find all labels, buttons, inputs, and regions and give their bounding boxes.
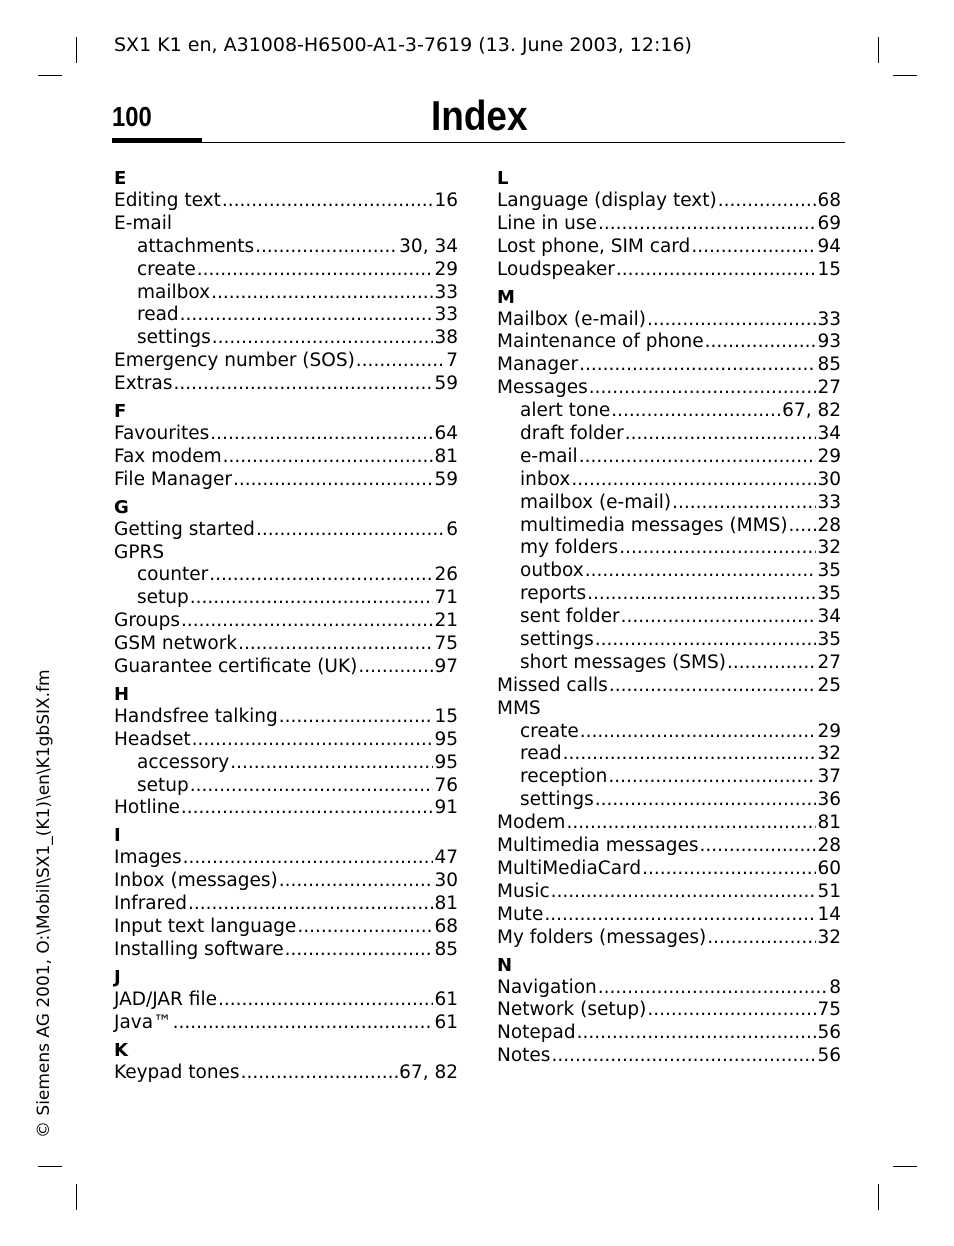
index-term: Headset bbox=[114, 728, 191, 750]
header-rule bbox=[112, 142, 845, 143]
index-term: Modem bbox=[497, 812, 566, 834]
index-page-ref: 69 bbox=[817, 212, 841, 234]
index-entry bbox=[497, 904, 841, 927]
index-letter-heading: E bbox=[114, 168, 127, 189]
index-entry bbox=[114, 797, 458, 820]
index-subentry bbox=[114, 587, 458, 610]
index-term: accessory bbox=[137, 751, 230, 773]
index-entry bbox=[497, 999, 841, 1022]
index-term: create bbox=[137, 258, 196, 280]
dot-leader bbox=[551, 1045, 816, 1068]
index-subentry bbox=[114, 752, 458, 775]
dot-leader bbox=[727, 652, 816, 675]
index-term: E-mail bbox=[114, 212, 173, 234]
index-subentry bbox=[497, 721, 841, 744]
index-page-ref: 16 bbox=[434, 190, 458, 211]
dot-leader bbox=[297, 916, 433, 939]
index-page-ref: 34 bbox=[817, 606, 841, 628]
dot-leader bbox=[700, 835, 817, 858]
dot-leader bbox=[789, 515, 817, 538]
document-header: SX1 K1 en, A31008-H6500-A1-3-7619 (13. June 2003, 12:16) bbox=[114, 34, 692, 56]
index-subentry bbox=[497, 515, 841, 538]
index-entry bbox=[114, 847, 458, 870]
index-term: Lost phone, SIM card bbox=[497, 235, 691, 257]
index-entry bbox=[114, 610, 458, 633]
crop-mark bbox=[38, 1166, 62, 1167]
dot-leader bbox=[358, 656, 433, 679]
dot-leader bbox=[598, 213, 817, 236]
index-letter-heading: L bbox=[497, 168, 509, 189]
dot-leader bbox=[672, 492, 816, 515]
page-number: 100 bbox=[112, 101, 152, 132]
index-entry bbox=[497, 812, 841, 835]
index-subentry bbox=[114, 259, 458, 282]
dot-leader bbox=[223, 446, 434, 469]
index-letter-heading: K bbox=[114, 1039, 128, 1061]
index-page-ref: 91 bbox=[434, 797, 458, 819]
index-term: Guarantee certificate (UK) bbox=[114, 656, 358, 678]
index-entry bbox=[497, 675, 841, 698]
index-entry bbox=[497, 236, 841, 259]
index-term: mailbox (e-mail) bbox=[520, 491, 672, 513]
index-term: sent folder bbox=[520, 606, 620, 628]
index-subentry bbox=[497, 537, 841, 560]
index-letter-heading: J bbox=[114, 966, 121, 988]
index-term: Images bbox=[114, 847, 182, 869]
index-subentry bbox=[497, 423, 841, 446]
index-page-ref: 68 bbox=[817, 190, 841, 211]
index-subentry bbox=[497, 492, 841, 515]
dot-leader bbox=[241, 1062, 399, 1085]
index-term: Messages bbox=[497, 377, 588, 399]
index-page-ref: 67, 82 bbox=[782, 400, 841, 422]
index-term: Input text language bbox=[114, 916, 297, 938]
index-letter-heading: H bbox=[114, 683, 130, 705]
index-page-ref: 33 bbox=[434, 281, 458, 303]
index-page-ref: 60 bbox=[817, 857, 841, 879]
dot-leader bbox=[579, 354, 816, 377]
dot-leader bbox=[580, 721, 817, 744]
dot-leader bbox=[589, 377, 817, 400]
index-term: MMS bbox=[497, 697, 541, 719]
index-letter-heading: N bbox=[497, 954, 513, 976]
index-page-ref: 34 bbox=[817, 423, 841, 445]
index-term: GSM network bbox=[114, 633, 238, 655]
dot-leader bbox=[192, 729, 434, 752]
index-page-ref: 25 bbox=[817, 674, 841, 696]
index-term: setup bbox=[137, 774, 189, 796]
index-term: settings bbox=[137, 327, 211, 349]
index-entry bbox=[497, 259, 841, 282]
index-page-ref: 29 bbox=[434, 258, 458, 280]
index-entry bbox=[497, 331, 841, 354]
index-term: reports bbox=[520, 583, 587, 605]
index-subentry bbox=[114, 282, 458, 305]
index-entry bbox=[114, 1062, 458, 1085]
index-term: Language (display text) bbox=[497, 190, 717, 211]
crop-mark bbox=[893, 75, 917, 76]
index-page-ref: 35 bbox=[817, 560, 841, 582]
index-term: Network (setup) bbox=[497, 999, 647, 1021]
dot-leader bbox=[691, 236, 816, 259]
index-term: create bbox=[520, 720, 579, 742]
index-term: Inbox (messages) bbox=[114, 870, 278, 892]
index-page-ref: 97 bbox=[434, 656, 458, 678]
dot-leader bbox=[625, 423, 817, 446]
index-entry bbox=[114, 469, 458, 492]
index-page-ref: 26 bbox=[434, 564, 458, 586]
dot-leader bbox=[173, 373, 433, 396]
crop-mark bbox=[878, 1184, 879, 1210]
dot-leader bbox=[181, 610, 433, 633]
index-page-ref: 61 bbox=[434, 988, 458, 1010]
dot-leader bbox=[279, 706, 434, 729]
index-page-ref: 28 bbox=[817, 514, 841, 536]
index-term: Editing text bbox=[114, 190, 221, 211]
index-entry bbox=[114, 1012, 458, 1035]
dot-leader bbox=[188, 893, 433, 916]
index-term: My folders (messages) bbox=[497, 926, 707, 948]
index-entry bbox=[114, 423, 458, 446]
dot-leader bbox=[647, 999, 816, 1022]
dot-leader bbox=[598, 977, 828, 1000]
index-term: Music bbox=[497, 880, 550, 902]
index-page-ref: 81 bbox=[817, 812, 841, 834]
index-subentry bbox=[497, 583, 841, 606]
index-term: Line in use bbox=[497, 212, 597, 234]
dot-leader bbox=[621, 606, 817, 629]
index-term: alert tone bbox=[520, 400, 611, 422]
dot-leader bbox=[181, 797, 434, 820]
index-term: File Manager bbox=[114, 468, 232, 490]
dot-leader bbox=[587, 583, 816, 606]
index-term: Hotline bbox=[114, 797, 180, 819]
index-page-ref: 93 bbox=[817, 331, 841, 353]
index-page-ref: 21 bbox=[434, 610, 458, 632]
index-term: Mailbox (e-mail) bbox=[497, 308, 647, 330]
index-term: MultiMediaCard bbox=[497, 857, 642, 879]
dot-leader bbox=[566, 812, 816, 835]
index-entry bbox=[114, 870, 458, 893]
index-term: settings bbox=[520, 789, 594, 811]
dot-leader bbox=[230, 752, 433, 775]
index-term: Manager bbox=[497, 354, 579, 376]
index-column-left bbox=[114, 167, 458, 1085]
dot-leader bbox=[611, 400, 781, 423]
dot-leader bbox=[173, 1012, 434, 1035]
dot-leader bbox=[563, 743, 817, 766]
dot-leader bbox=[212, 327, 434, 350]
crop-mark bbox=[38, 75, 62, 76]
crop-mark bbox=[893, 1166, 917, 1167]
index-term: Notes bbox=[497, 1045, 551, 1067]
index-entry bbox=[497, 698, 841, 721]
index-entry bbox=[114, 350, 458, 373]
index-subentry bbox=[497, 469, 841, 492]
index-term: settings bbox=[520, 629, 594, 651]
index-entry bbox=[114, 656, 458, 679]
index-subentry bbox=[114, 236, 458, 259]
dot-leader bbox=[571, 469, 816, 492]
dot-leader bbox=[544, 904, 816, 927]
crop-mark bbox=[76, 1184, 77, 1210]
index-entry bbox=[497, 977, 841, 1000]
index-term: attachments bbox=[137, 235, 255, 257]
index-entry bbox=[114, 373, 458, 396]
index-term: short messages (SMS) bbox=[520, 651, 726, 673]
index-term: Infrared bbox=[114, 893, 187, 915]
dot-leader bbox=[642, 858, 816, 881]
index-entry bbox=[497, 1022, 841, 1045]
index-entry bbox=[497, 1045, 841, 1068]
index-term: setup bbox=[137, 587, 189, 609]
dot-leader bbox=[595, 789, 817, 812]
index-page-ref: 30 bbox=[434, 870, 458, 892]
index-page-ref: 64 bbox=[434, 423, 458, 445]
index-page-ref: 14 bbox=[817, 903, 841, 925]
index-term: Mute bbox=[497, 903, 544, 925]
index-entry bbox=[497, 927, 841, 950]
index-subentry bbox=[114, 564, 458, 587]
index-term: Keypad tones bbox=[114, 1061, 240, 1083]
index-page-ref: 30 bbox=[817, 468, 841, 490]
index-entry bbox=[114, 542, 458, 565]
index-term: Groups bbox=[114, 610, 180, 632]
dot-leader bbox=[585, 560, 817, 583]
index-subentry bbox=[497, 560, 841, 583]
index-column-right bbox=[497, 167, 841, 1068]
index-page-ref: 95 bbox=[434, 751, 458, 773]
dot-leader bbox=[579, 446, 817, 469]
dot-leader bbox=[718, 190, 817, 213]
index-term: mailbox bbox=[137, 281, 211, 303]
index-entry bbox=[114, 729, 458, 752]
dot-leader bbox=[210, 423, 433, 446]
index-page-ref: 51 bbox=[817, 880, 841, 902]
dot-leader bbox=[183, 847, 434, 870]
index-page-ref: 32 bbox=[817, 743, 841, 765]
index-subentry bbox=[114, 775, 458, 798]
index-page-ref: 85 bbox=[817, 354, 841, 376]
index-term: inbox bbox=[520, 468, 571, 490]
page-title: Index bbox=[431, 92, 528, 139]
dot-leader bbox=[616, 259, 817, 282]
index-subentry bbox=[497, 652, 841, 675]
index-term: Navigation bbox=[497, 976, 597, 998]
dot-leader bbox=[279, 870, 434, 893]
index-page-ref: 33 bbox=[817, 491, 841, 513]
index-page-ref: 37 bbox=[817, 766, 841, 788]
index-page-ref: 27 bbox=[817, 377, 841, 399]
index-term: Java™ bbox=[114, 1011, 172, 1033]
index-entry bbox=[114, 213, 458, 236]
index-term: outbox bbox=[520, 560, 584, 582]
index-term: counter bbox=[137, 564, 209, 586]
index-page-ref: 33 bbox=[434, 304, 458, 326]
dot-leader bbox=[707, 927, 816, 950]
index-subentry bbox=[497, 743, 841, 766]
dot-leader bbox=[705, 331, 817, 354]
dot-leader bbox=[285, 939, 434, 962]
index-page-ref: 71 bbox=[434, 587, 458, 609]
index-page-ref: 75 bbox=[817, 999, 841, 1021]
index-term: Handsfree talking bbox=[114, 705, 278, 727]
index-page-ref: 56 bbox=[817, 1045, 841, 1067]
index-entry bbox=[114, 446, 458, 469]
dot-leader bbox=[255, 236, 398, 259]
index-entry bbox=[114, 190, 458, 213]
index-term: read bbox=[520, 743, 562, 765]
dot-leader bbox=[211, 282, 433, 305]
index-page-ref: 76 bbox=[434, 774, 458, 796]
dot-leader bbox=[238, 633, 433, 656]
dot-leader bbox=[595, 629, 817, 652]
index-page-ref: 6 bbox=[446, 518, 458, 540]
dot-leader bbox=[256, 519, 445, 542]
dot-leader bbox=[209, 564, 433, 587]
index-page-ref: 15 bbox=[434, 705, 458, 727]
index-term: Loudspeaker bbox=[497, 258, 615, 280]
index-page-ref: 38 bbox=[434, 327, 458, 349]
index-term: e-mail bbox=[520, 445, 578, 467]
index-term: Notepad bbox=[497, 1022, 576, 1044]
index-page-ref: 29 bbox=[817, 445, 841, 467]
index-page-ref: 85 bbox=[434, 938, 458, 960]
index-page-ref: 61 bbox=[434, 1011, 458, 1033]
index-page-ref: 29 bbox=[817, 720, 841, 742]
index-entry bbox=[114, 519, 458, 542]
index-letter-heading: M bbox=[497, 286, 515, 308]
index-page-ref: 67, 82 bbox=[399, 1061, 458, 1083]
index-page-ref: 94 bbox=[817, 235, 841, 257]
index-term: Missed calls bbox=[497, 674, 608, 696]
index-term: GPRS bbox=[114, 541, 165, 563]
index-page-ref: 28 bbox=[817, 835, 841, 857]
index-term: Emergency number (SOS) bbox=[114, 350, 355, 372]
index-page-ref: 81 bbox=[434, 893, 458, 915]
dot-leader bbox=[608, 766, 816, 789]
dot-leader bbox=[619, 537, 816, 560]
index-term: Fax modem bbox=[114, 445, 222, 467]
dot-leader bbox=[197, 259, 434, 282]
index-page-ref: 7 bbox=[446, 350, 458, 372]
index-page-ref: 8 bbox=[829, 976, 841, 998]
index-letter-heading: G bbox=[114, 496, 129, 518]
index-entry bbox=[497, 190, 841, 213]
dot-leader bbox=[190, 587, 434, 610]
index-page-ref: 59 bbox=[434, 373, 458, 395]
dot-leader bbox=[180, 304, 434, 327]
index-term: Installing software bbox=[114, 938, 284, 960]
index-subentry bbox=[114, 304, 458, 327]
index-subentry bbox=[497, 629, 841, 652]
dot-leader bbox=[609, 675, 817, 698]
index-term: Extras bbox=[114, 373, 173, 395]
dot-leader bbox=[233, 469, 434, 492]
index-page-ref: 75 bbox=[434, 633, 458, 655]
index-page-ref: 32 bbox=[817, 537, 841, 559]
index-entry bbox=[114, 916, 458, 939]
copyright-note: © Siemens AG 2001, O:\Mobil\SX1_(K1)\en\K1gbSIX.fm bbox=[34, 669, 54, 1138]
index-entry bbox=[497, 309, 841, 332]
index-term: reception bbox=[520, 766, 608, 788]
dot-leader bbox=[356, 350, 445, 373]
index-term: my folders bbox=[520, 537, 619, 559]
index-entry bbox=[114, 706, 458, 729]
index-subentry bbox=[114, 327, 458, 350]
index-page-ref: 95 bbox=[434, 728, 458, 750]
index-entry bbox=[114, 939, 458, 962]
index-entry bbox=[497, 377, 841, 400]
index-page-ref: 47 bbox=[434, 847, 458, 869]
index-entry bbox=[497, 881, 841, 904]
index-page-ref: 15 bbox=[817, 258, 841, 280]
index-page-ref: 68 bbox=[434, 916, 458, 938]
index-entry bbox=[497, 213, 841, 236]
index-subentry bbox=[497, 446, 841, 469]
index-entry bbox=[114, 633, 458, 656]
index-entry bbox=[114, 989, 458, 1012]
index-page-ref: 56 bbox=[817, 1022, 841, 1044]
dot-leader bbox=[222, 190, 434, 213]
dot-leader bbox=[190, 775, 434, 798]
index-page-ref: 33 bbox=[817, 308, 841, 330]
index-page-ref: 32 bbox=[817, 926, 841, 948]
index-letter-heading: F bbox=[114, 401, 127, 423]
index-subentry bbox=[497, 606, 841, 629]
index-letter-heading: I bbox=[114, 825, 121, 847]
index-subentry bbox=[497, 766, 841, 789]
index-page-ref: 30, 34 bbox=[399, 235, 458, 257]
crop-mark bbox=[878, 37, 879, 63]
index-page-ref: 35 bbox=[817, 583, 841, 605]
index-term: JAD/JAR file bbox=[114, 988, 217, 1010]
index-entry bbox=[497, 354, 841, 377]
index-subentry bbox=[497, 789, 841, 812]
index-page-ref: 59 bbox=[434, 468, 458, 490]
dot-leader bbox=[577, 1022, 817, 1045]
crop-mark bbox=[76, 37, 77, 63]
index-entry bbox=[497, 858, 841, 881]
index-term: Favourites bbox=[114, 423, 210, 445]
index-entry bbox=[114, 893, 458, 916]
dot-leader bbox=[647, 309, 816, 332]
index-entry bbox=[497, 835, 841, 858]
index-term: multimedia messages (MMS) bbox=[520, 514, 788, 536]
index-term: Multimedia messages bbox=[497, 835, 699, 857]
index-term: Maintenance of phone bbox=[497, 331, 704, 353]
dot-leader bbox=[551, 881, 817, 904]
index-subentry bbox=[497, 400, 841, 423]
index-term: Getting started bbox=[114, 518, 255, 540]
index-page-ref: 27 bbox=[817, 651, 841, 673]
index-term: read bbox=[137, 304, 179, 326]
index-term: draft folder bbox=[520, 423, 624, 445]
index-page-ref: 81 bbox=[434, 445, 458, 467]
index-page-ref: 36 bbox=[817, 789, 841, 811]
dot-leader bbox=[218, 989, 433, 1012]
index-page-ref: 35 bbox=[817, 629, 841, 651]
